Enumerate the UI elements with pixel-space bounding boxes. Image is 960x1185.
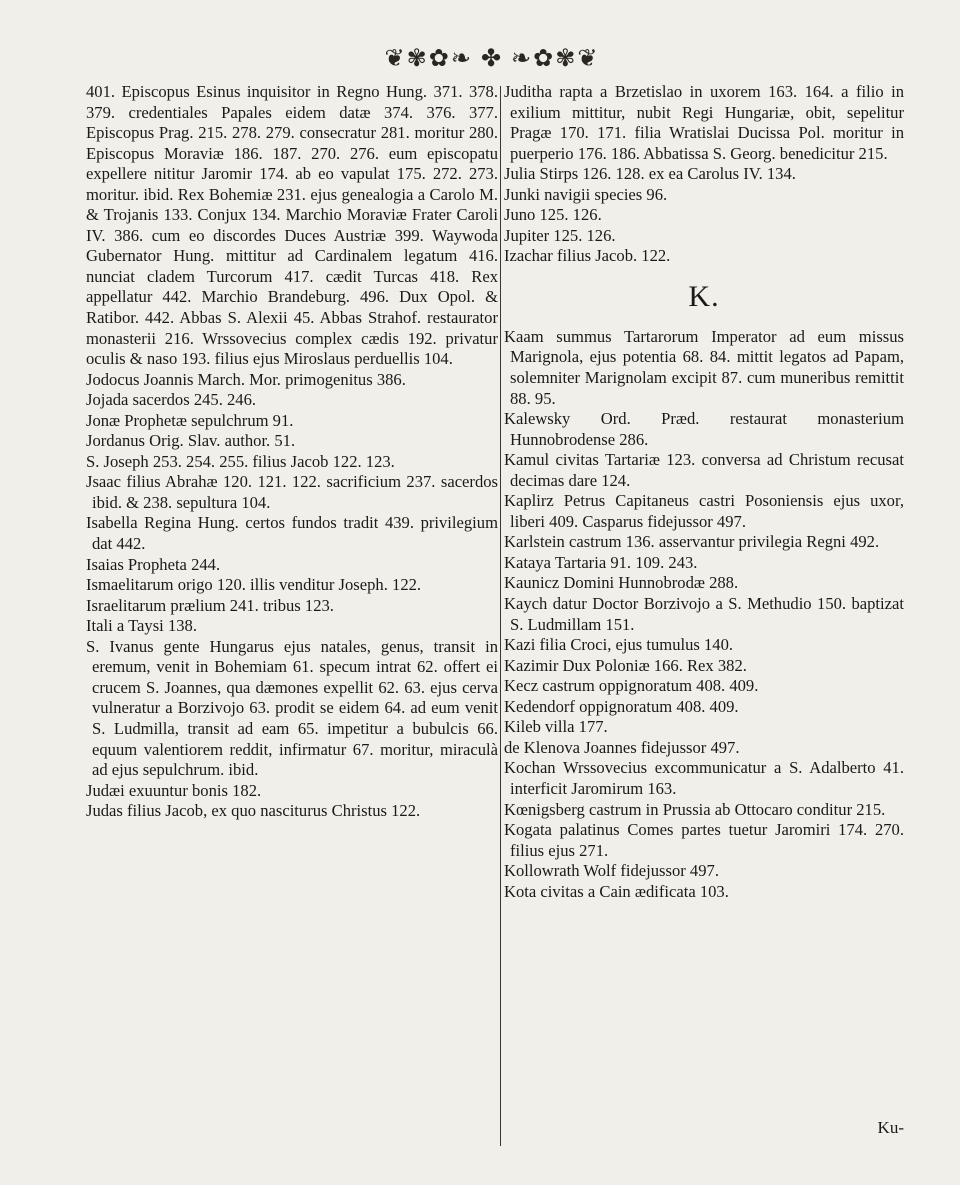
index-entry: Kollowrath Wolf fidejussor 497. — [504, 861, 719, 881]
index-entry: Jordanus Orig. Slav. author. 51. — [86, 431, 296, 451]
index-entry: Julia Stirps 126. 128. ex ea Carolus IV. 134. — [504, 164, 796, 184]
index-entry: Juditha rapta a Brzetislao in uxorem 163. 164. a filio in exilium mittitur, nubit Regi Hungariæ, obit, sepelitur Pragæ 170. 171. filia Wratislai Ducissa Pol. moritur in puerperio 176. 186. Abbatissa S. Georg. benedicitur 215. — [504, 82, 904, 163]
index-entry: Karlstein castrum 136. asservantur privilegia Regni 492. — [504, 532, 880, 552]
index-entry: Judas filius Jacob, ex quo nasciturus Christus 122. — [86, 801, 421, 821]
index-entry: Israelitarum prælium 241. tribus 123. — [86, 595, 334, 615]
left-column — [86, 82, 498, 822]
index-entry: Kaych datur Doctor Borzivojo a S. Methudio 150. baptizat S. Ludmillam 151. — [504, 594, 904, 634]
index-entry: Kaplirz Petrus Capitaneus castri Posoniensis ejus uxor, liberi 409. Casparus fidejussor 497. — [504, 491, 904, 531]
index-entry: Kalewsky Ord. Præd. restaurat monasterium Hunnobrodense 286. — [504, 409, 904, 449]
column-divider — [500, 86, 501, 1146]
section-letter-heading: K. — [688, 279, 720, 313]
index-entry: S. Joseph 253. 254. 255. filius Jacob 122. 123. — [86, 451, 395, 471]
index-entry: Kota civitas a Cain ædificata 103. — [504, 881, 729, 901]
fleuron-ornament-icon: ❦✾✿❧ ✤ ❧✿✾❦ — [384, 46, 600, 72]
index-entry: Kataya Tartaria 91. 109. 243. — [504, 552, 698, 572]
index-entry: Ismaelitarum origo 120. illis venditur Joseph. 122. — [86, 575, 422, 595]
index-entry: Jodocus Joannis March. Mor. primogenitus 386. — [86, 369, 406, 389]
index-entry: Kazimir Dux Poloniæ 166. Rex 382. — [504, 655, 747, 675]
index-entry: Judæi exuuntur bonis 182. — [86, 780, 262, 800]
index-entry: Jsaac filius Abrahæ 120. 121. 122. sacrificium 237. sacerdos ibid. & 238. sepultura 104. — [86, 472, 498, 512]
index-entry: Juno 125. 126. — [504, 205, 602, 225]
index-entry: Junki navigii species 96. — [504, 184, 668, 204]
catchword: Ku- — [877, 1118, 904, 1137]
index-entry: Jojada sacerdos 245. 246. — [86, 390, 257, 410]
index-entry: Isaias Propheta 244. — [86, 554, 221, 574]
index-entry: Kœnigsberg castrum in Prussia ab Ottocaro conditur 215. — [504, 799, 886, 819]
index-entry: Kamul civitas Tartariæ 123. conversa ad Christum recusat decimas dare 124. — [504, 450, 904, 490]
index-entry: Isabella Regina Hung. certos fundos tradit 439. privilegium dat 442. — [86, 513, 498, 554]
index-entry: Jupiter 125. 126. — [504, 225, 616, 245]
index-entry: Kileb villa 177. — [504, 717, 608, 737]
index-entry: Kazi filia Croci, ejus tumulus 140. — [504, 635, 734, 655]
index-entry: S. Ivanus gente Hungarus ejus natales, genus, transit in eremum, venit in Bohemiam 61. specum intrat 62. offert ei crucem S. Joannes, qua dæmones expellit 62. 63. ejus cerva vulneratur a Borzivojo 63. prodit se eidem 64. ad eum venit S. Ludmilla, transit ad eam 65. impetitur a bubulcis 66. equum valentiorem reddit, infirmatur 67. moritur, miraculà ad ejus sepulchrum. ibid. — [86, 636, 498, 780]
index-entry: Jonæ Prophetæ sepulchrum 91. — [86, 410, 294, 430]
index-entry: Kochan Wrssovecius excommunicatur a S. Adalberto 41. interficit Jaromirum 163. — [504, 758, 904, 798]
index-entry: Kedendorf oppignoratum 408. 409. — [504, 696, 739, 716]
right-column — [504, 82, 904, 902]
index-entry: Itali a Taysi 138. — [86, 616, 197, 636]
index-entry: Kaunicz Domini Hunnobrodæ 288. — [504, 573, 739, 593]
index-entry: Kaam summus Tartarorum Imperator ad eum missus Marignola, ejus potentia 68. 84. mittit legatos ad Papam, solemniter Marignolam excipit 87. cum muneribus remittit 88. 95. — [504, 326, 904, 408]
index-entry: de Klenova Joannes fidejussor 497. — [504, 737, 740, 757]
index-entry: Kecz castrum oppignoratum 408. 409. — [504, 676, 759, 696]
index-entry: Kogata palatinus Comes partes tuetur Jaromiri 174. 270. filius ejus 271. — [504, 820, 904, 860]
header-ornament — [352, 44, 632, 74]
index-entry: 401. Episcopus Esinus inquisitor in Regno Hung. 371. 378. 379. credentiales Papales eidem datæ 374. 376. 377. Episcopus Prag. 215. 278. 279. consecratur 281. moritur 280. Episcopus Moraviæ 186. 187. 270. 276. eum episcopatu expellere nititur Jaromir 174. ab eo vapulat 175. 272. 273. moritur. ibid. Rex Bohemiæ 231. ejus genealogia a Carolo M. & Trojanis 133. Conjux 134. Marchio Moraviæ Frater Caroli IV. 386. cum eo discordes Duces Austriæ 399. Waywoda Gubernator Hung. mittitur ad Cardinalem legatum 416. nunciat cladem Turcorum 417. cædit Turcas 418. Rex appellatur 442. Marchio Brandeburg. 496. Dux Opol. & Ratibor. 442. Abbas S. Alexii 45. Abbas Strahof. restaurator monasterii 216. Wrssovecius complex cædis 192. privatur oculis & naso 193. filius ejus Miroslaus perduellis 104. — [86, 82, 498, 369]
index-entry: Izachar filius Jacob. 122. — [504, 246, 671, 266]
